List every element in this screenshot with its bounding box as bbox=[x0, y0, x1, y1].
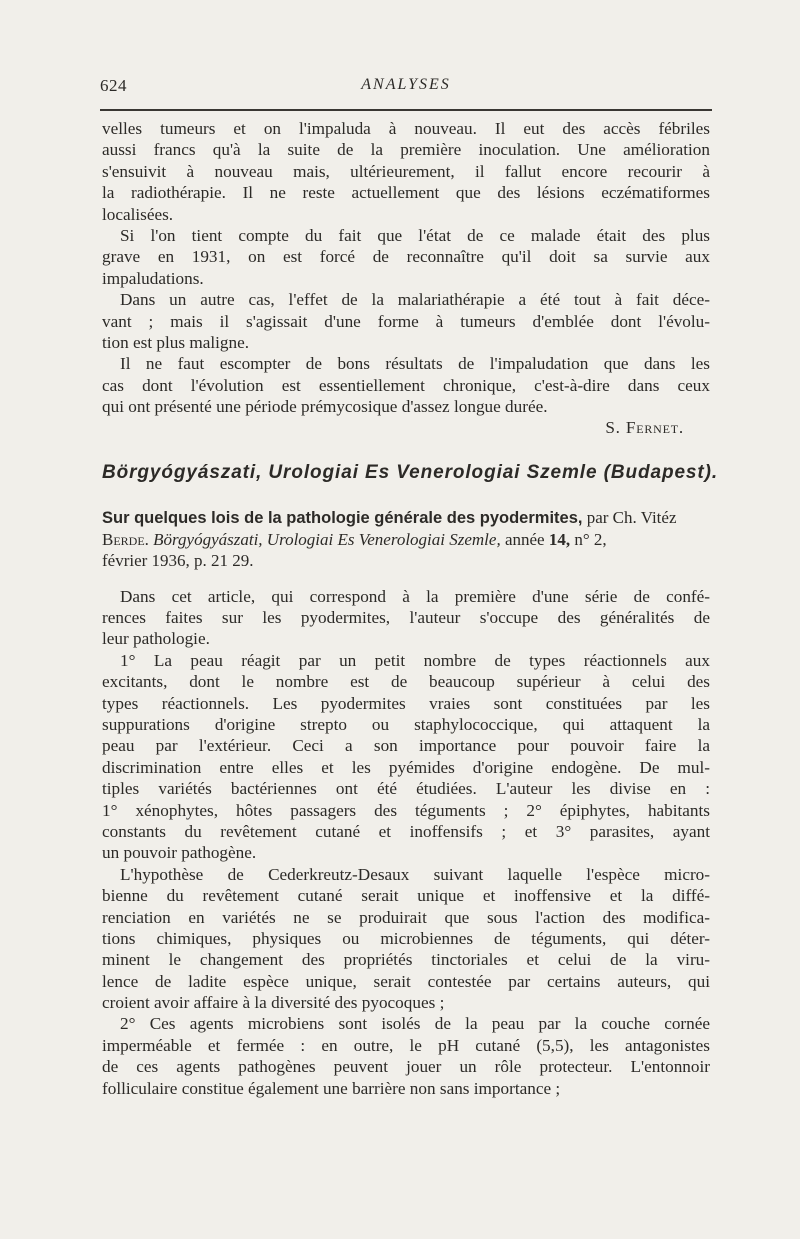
title-line bbox=[102, 529, 710, 550]
article-author-prefix: par Ch. Vitéz bbox=[586, 508, 677, 528]
text-line: 1° La peau réagit par un petit nombre de types réactionnels aux bbox=[120, 650, 710, 670]
text-line: localisées. bbox=[102, 204, 174, 224]
text-line: velles tumeurs et on l'impaluda à nouveau. Il eut des accès fébriles bbox=[102, 119, 710, 138]
text-line: L'hypothèse de Cederkreutz-Desaux suivant laquelle l'espèce micro- bbox=[120, 864, 710, 884]
title-line bbox=[102, 550, 710, 571]
text-line: cas dont l'évolution est essentiellement chronique, c'est-à-dire dans ceux bbox=[102, 375, 710, 395]
article-number: n° 2, bbox=[574, 529, 607, 549]
text-line: Si l'on tient compte du fait que l'état de ce malade était des plus bbox=[120, 225, 710, 245]
article-title-text: Sur quelques lois de la pathologie générale des pyodermites, bbox=[102, 509, 583, 528]
article-journal: Börgyógyászati, Urologiai Es Venerologiai Szemle, bbox=[153, 529, 501, 549]
article-title bbox=[102, 507, 710, 571]
text-line: la radiothérapie. Il ne reste actuellement que des lésions eczématiformes bbox=[102, 183, 710, 203]
text-line: impaludations. bbox=[102, 268, 204, 288]
text-line: Dans cet article, qui correspond à la première d'une série de confé- bbox=[120, 586, 710, 606]
text-line: suppurations d'origine strepto ou staphylococcique, qui attaquent la bbox=[102, 714, 710, 734]
text-line: de ces agents pathogènes peuvent jouer un rôle protecteur. L'entonnoir bbox=[102, 1057, 710, 1077]
page-header bbox=[100, 74, 712, 104]
text-line: 1° xénophytes, hôtes passagers des téguments ; 2° épiphytes, habitants bbox=[102, 800, 710, 820]
article-year-label: année bbox=[504, 529, 545, 549]
journal-heading: Börgyógyászati, Urologiai Es Venerologiai Szemle (Budapest). bbox=[102, 462, 719, 484]
article-volume: 14, bbox=[548, 529, 571, 549]
text-line: tiples variétés bactériennes ont été étudiées. L'auteur les divise en : bbox=[102, 779, 710, 799]
text-line: s'ensuivit à nouveau mais, ultérieurement, il fallut encore recourir à bbox=[102, 161, 710, 181]
page-number: 624 bbox=[100, 76, 127, 95]
text-line: leur pathologie. bbox=[102, 629, 210, 649]
running-head: ANALYSES bbox=[361, 76, 451, 93]
text-line: Il ne faut escompter de bons résultats de l'impaludation que dans les bbox=[120, 354, 710, 374]
text-line: constants du revêtement cutané et inoffensifs ; et 3° parasites, ayant bbox=[102, 821, 710, 841]
article-body bbox=[102, 586, 710, 1099]
text-line: imperméable et fermée : en outre, le pH cutané (5,5), les antagonistes bbox=[102, 1035, 710, 1055]
text-line: aussi francs qu'à la suite de la première inoculation. Une amélioration bbox=[102, 140, 710, 160]
page-body bbox=[102, 118, 719, 1099]
text-line: qui ont présenté une période prémycosique d'assez longue durée. bbox=[102, 397, 548, 417]
text-line: vant ; mais il s'agissait d'une forme à tumeurs d'emblée dont l'évolu- bbox=[102, 311, 710, 331]
text-line: croient avoir affaire à la diversité des pyocoques ; bbox=[102, 993, 445, 1013]
text-line: peau par l'extérieur. Ceci a son importance pour pouvoir faire la bbox=[102, 736, 710, 756]
author-signature: S. Fernet. bbox=[605, 418, 684, 438]
text-line: folliculaire constitue également une barrière non sans importance ; bbox=[102, 1078, 561, 1098]
text-line: tions chimiques, physiques ou microbiennes de téguments, qui déter- bbox=[102, 928, 710, 948]
text-line: excitants, dont le nombre est de beaucoup supérieur à celui des bbox=[102, 672, 710, 692]
previous-article-continuation bbox=[102, 118, 710, 439]
text-line: types réactionnels. Les pyodermites vraies sont constituées par les bbox=[102, 693, 710, 713]
text-line: lence de ladite espèce unique, serait contestée par certains auteurs, qui bbox=[102, 971, 710, 991]
article-date-pages: février 1936, p. 21 29. bbox=[102, 551, 254, 571]
text-line: un pouvoir pathogène. bbox=[102, 843, 257, 863]
text-line: renciation en variétés ne se produirait que sous l'action des modifica- bbox=[102, 907, 710, 927]
text-line: tion est plus maligne. bbox=[102, 332, 250, 352]
text-line: discrimination entre elles et les pyémides d'origine endogène. De mul- bbox=[102, 757, 710, 777]
text-line: 2° Ces agents microbiens sont isolés de la peau par la couche cornée bbox=[120, 1014, 710, 1034]
article-author-rest: Berde. bbox=[102, 529, 149, 549]
text-line: bienne du revêtement cutané serait unique et inoffensive et la diffé- bbox=[102, 886, 710, 906]
text-line: rences faites sur les pyodermites, l'auteur s'occupe des généralités de bbox=[102, 608, 710, 628]
text-line: Dans un autre cas, l'effet de la malariathérapie a été tout à fait déce- bbox=[120, 290, 710, 310]
title-line bbox=[102, 507, 710, 528]
text-line: grave en 1931, on est forcé de reconnaître qu'il doit sa survie aux bbox=[102, 247, 710, 267]
header-rule bbox=[100, 109, 712, 111]
text-line: minent le changement des propriétés tinctoriales et celui de la viru- bbox=[102, 950, 710, 970]
